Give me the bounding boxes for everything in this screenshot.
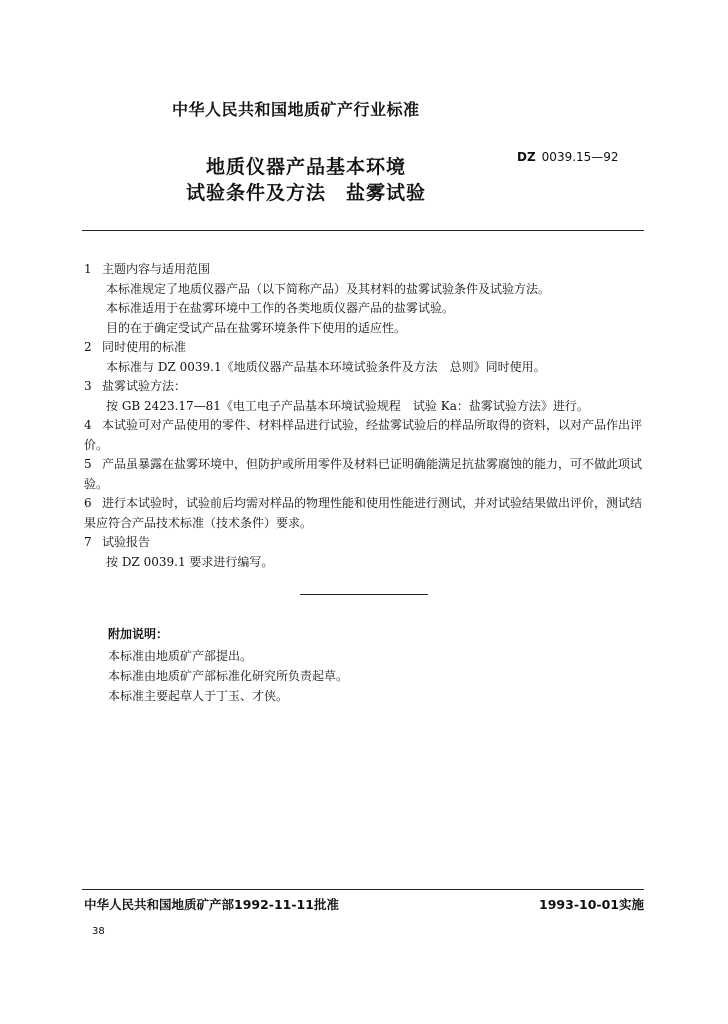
standard-title-line-2: 试验条件及方法 盐雾试验 — [186, 182, 427, 204]
effective-date: 1993-10-01实施 — [539, 897, 644, 912]
section-4-paragraph: 4 本试验可对产品使用的零件、材料样品进行试验，经盐雾试验后的样品所取得的资料，以对产品作出评价。 — [84, 418, 643, 452]
section-3-line-1: 按 GB 2423.17—81《电工电子产品基本环境试验规程 试验 Ka：盐雾试验方法》进行。 — [106, 398, 589, 413]
notes-line-3: 本标准主要起草人于丁玉、才侠。 — [108, 689, 289, 703]
header-divider — [82, 230, 644, 231]
section-2-line-1: 本标准与 DZ 0039.1《地质仪器产品基本环境试验条件及方法 总则》同时使用。 — [106, 359, 546, 374]
section-2-heading: 2 同时使用的标准 — [84, 340, 187, 354]
section-1-line-2: 本标准适用于在盐雾环境中工作的各类地质仪器产品的盐雾试验。 — [106, 301, 455, 315]
section-1-line-1: 本标准规定了地质仪器产品（以下简称产品）及其材料的盐雾试验条件及试验方法。 — [106, 281, 551, 296]
section-6-paragraph: 6 进行本试验时，试验前后均需对样品的物理性能和使用性能进行测试，并对试验结果做出评价，测试结果应符合产品技术标准（技术条件）要求。 — [84, 496, 643, 530]
section-1-heading: 1 主题内容与适用范围 — [84, 262, 211, 276]
standard-code — [517, 150, 619, 164]
standard-code-number: 0039.15—92 — [541, 150, 619, 164]
standard-title-line-1: 地质仪器产品基本环境 — [206, 156, 407, 178]
footer-divider — [82, 889, 644, 890]
section-3-heading: 3 盐雾试验方法： — [84, 379, 187, 393]
standard-code-prefix: DZ — [517, 150, 536, 164]
section-7-heading: 7 试验报告 — [84, 535, 151, 549]
end-of-text-rule — [300, 594, 428, 595]
section-5-paragraph: 5 产品虽暴露在盐雾环境中，但防护或所用零件及材料已证明确能满足抗盐雾腐蚀的能力，可不做此项试验。 — [84, 457, 643, 491]
document-body — [84, 260, 650, 572]
standard-category: 中华人民共和国地质矿产行业标准 — [172, 100, 420, 119]
additional-notes — [108, 624, 348, 706]
section-7-line-1: 按 DZ 0039.1 要求进行编写。 — [106, 554, 274, 569]
notes-heading: 附加说明： — [108, 627, 169, 641]
notes-line-1: 本标准由地质矿产部提出。 — [108, 649, 253, 663]
section-1-line-3: 目的在于确定受试产品在盐雾环境条件下使用的适应性。 — [106, 320, 407, 335]
notes-line-2: 本标准由地质矿产部标准化研究所负责起草。 — [108, 669, 349, 683]
page-number: 38 — [92, 926, 105, 937]
approval-date: 中华人民共和国地质矿产部1992-11-11批准 — [84, 897, 339, 912]
